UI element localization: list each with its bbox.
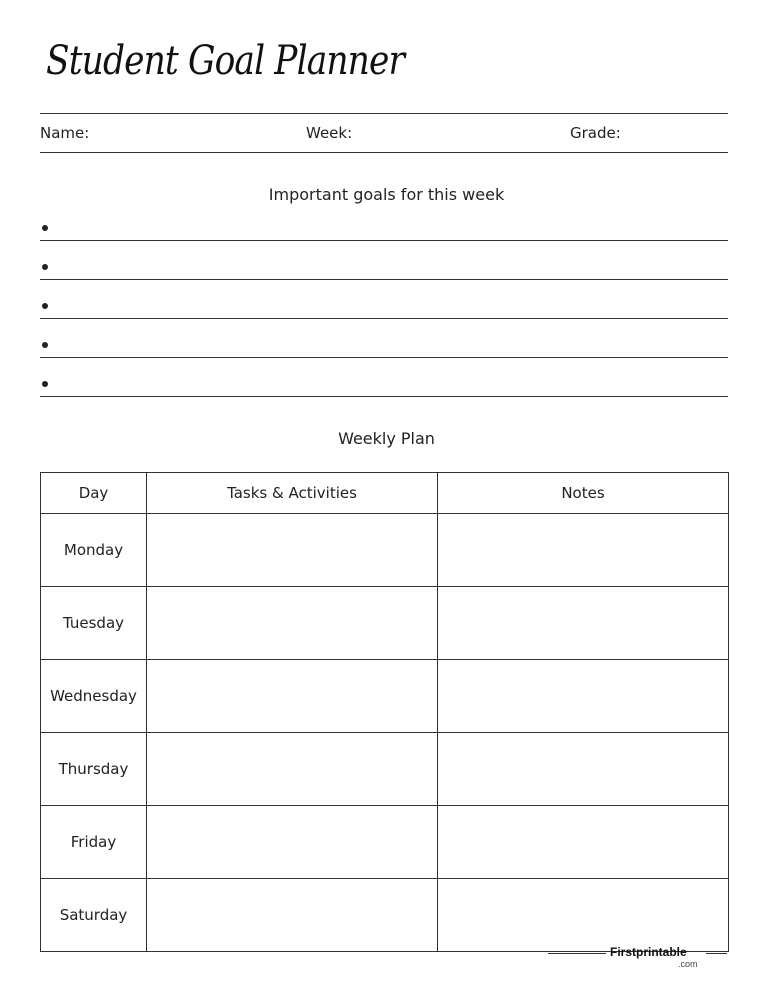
goals-heading: Important goals for this week <box>268 185 505 204</box>
bullet-icon <box>42 303 48 309</box>
tasks-cell[interactable] <box>147 514 438 587</box>
goal-line-1[interactable] <box>40 240 728 241</box>
bullet-icon <box>42 342 48 348</box>
day-cell: Monday <box>41 514 147 587</box>
goal-line-4[interactable] <box>40 357 728 358</box>
table-row <box>41 733 729 806</box>
tasks-cell[interactable] <box>147 879 438 952</box>
footer-divider <box>548 953 606 954</box>
name-label: Name: <box>40 124 90 142</box>
table-row <box>41 879 729 952</box>
weekly-plan-table <box>40 472 729 952</box>
brand-logo: Firstprintable <box>610 945 687 959</box>
day-cell: Tuesday <box>41 587 147 660</box>
divider <box>40 113 728 114</box>
table-row <box>41 587 729 660</box>
notes-cell[interactable] <box>438 514 729 587</box>
notes-cell[interactable] <box>438 660 729 733</box>
weekly-plan-heading: Weekly Plan <box>338 429 435 448</box>
grade-label: Grade: <box>570 124 621 142</box>
page-title: Student Goal Planner <box>46 38 405 84</box>
goal-line-5[interactable] <box>40 396 728 397</box>
column-header-day: Day <box>41 473 147 514</box>
footer-divider <box>706 953 727 954</box>
tasks-cell[interactable] <box>147 806 438 879</box>
goal-line-2[interactable] <box>40 279 728 280</box>
day-cell: Friday <box>41 806 147 879</box>
table-row <box>41 660 729 733</box>
notes-cell[interactable] <box>438 733 729 806</box>
divider <box>40 152 728 153</box>
column-header-notes: Notes <box>438 473 729 514</box>
column-header-tasks: Tasks & Activities <box>147 473 438 514</box>
table-row <box>41 514 729 587</box>
brand-suffix: .com <box>678 959 698 969</box>
tasks-cell[interactable] <box>147 587 438 660</box>
notes-cell[interactable] <box>438 806 729 879</box>
goal-line-3[interactable] <box>40 318 728 319</box>
bullet-icon <box>42 264 48 270</box>
table-header-row <box>41 473 729 514</box>
table-row <box>41 806 729 879</box>
week-label: Week: <box>306 124 353 142</box>
notes-cell[interactable] <box>438 879 729 952</box>
tasks-cell[interactable] <box>147 660 438 733</box>
day-cell: Thursday <box>41 733 147 806</box>
day-cell: Wednesday <box>41 660 147 733</box>
notes-cell[interactable] <box>438 587 729 660</box>
tasks-cell[interactable] <box>147 733 438 806</box>
day-cell: Saturday <box>41 879 147 952</box>
bullet-icon <box>42 381 48 387</box>
bullet-icon <box>42 225 48 231</box>
